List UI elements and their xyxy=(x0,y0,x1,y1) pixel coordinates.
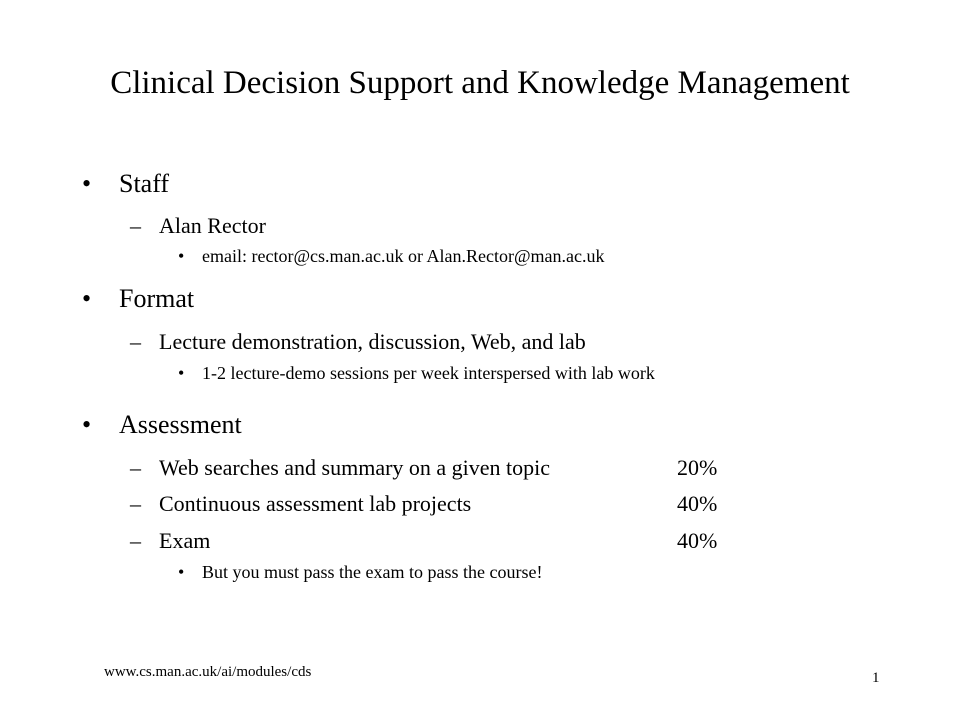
format-sessions: 1-2 lecture-demo sessions per week interspersed with lab work xyxy=(202,363,655,383)
assessment-label: Web searches and summary on a given topic xyxy=(159,455,551,480)
bullet: • xyxy=(82,169,92,198)
assessment-percent: 40% xyxy=(677,528,718,553)
dash: – xyxy=(130,213,141,238)
bullet: • xyxy=(82,410,92,439)
assessment-percent: 40% xyxy=(677,491,718,516)
dash: – xyxy=(130,491,141,516)
format-description: Lecture demonstration, discussion, Web, and lab xyxy=(159,329,586,354)
staff-name: Alan Rector xyxy=(159,213,266,238)
section-heading-assessment: Assessment xyxy=(119,410,242,439)
exam-note: But you must pass the exam to pass the course! xyxy=(202,562,543,582)
bullet: • xyxy=(178,363,185,383)
assessment-label: Exam xyxy=(159,528,211,553)
bullet: • xyxy=(178,562,185,582)
page-number: 1 xyxy=(872,670,880,686)
section-heading-staff: Staff xyxy=(119,169,170,198)
assessment-percent: 20% xyxy=(677,455,718,480)
footer-url: www.cs.man.ac.uk/ai/modules/cds xyxy=(104,664,312,680)
dash: – xyxy=(130,329,141,354)
staff-email: email: rector@cs.man.ac.uk or Alan.Rector@man.ac.uk xyxy=(202,246,605,266)
bullet: • xyxy=(178,246,185,266)
assessment-label: Continuous assessment lab projects xyxy=(159,491,472,516)
slide-title: Clinical Decision Support and Knowledge Management xyxy=(110,65,850,101)
bullet: • xyxy=(82,284,92,313)
section-heading-format: Format xyxy=(119,284,195,313)
dash: – xyxy=(130,455,141,480)
dash: – xyxy=(130,528,141,553)
